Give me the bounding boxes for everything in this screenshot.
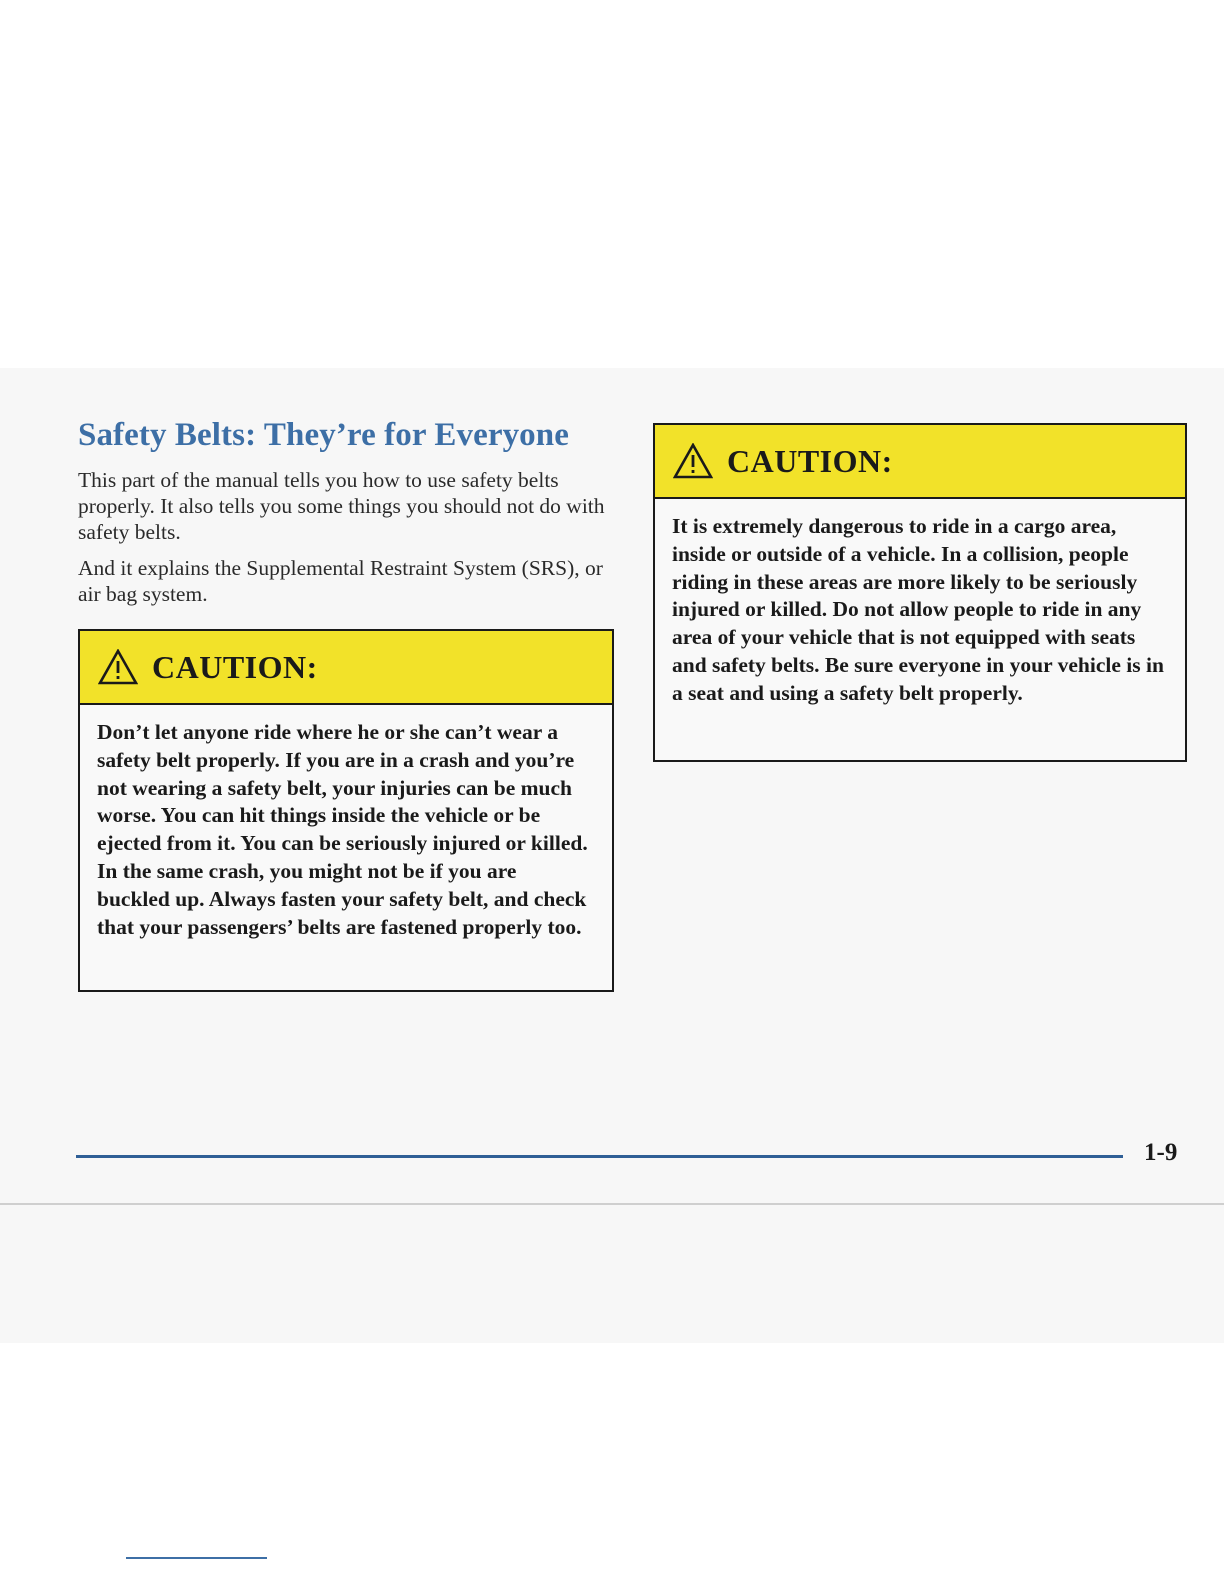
page-number: 1-9 bbox=[1144, 1139, 1178, 1166]
page-bottom-edge bbox=[0, 1203, 1224, 1205]
section-title: Safety Belts: They’re for Everyone bbox=[78, 417, 569, 453]
caution-text: Don’t let anyone ride where he or she can’t wear a safety belt properly. If you are in a crash and you’re not wearing a safety belt, your injuries can be much worse. You can hit things inside the vehicle or be ejected from it. You can be seriously injured or killed. In the same crash, you might not be if you are buckled up. Always fasten your safety belt, and check that your passengers’ belts are fastened properly too. bbox=[97, 720, 588, 939]
decorative-line bbox=[126, 1557, 267, 1559]
footer-rule bbox=[76, 1155, 1123, 1158]
warning-triangle-icon bbox=[673, 443, 713, 479]
caution-box-safety-belt bbox=[78, 629, 614, 992]
caution-box-cargo-area bbox=[653, 423, 1187, 762]
caution-label: CAUTION: bbox=[152, 648, 318, 685]
intro-paragraph: This part of the manual tells you how to use safety belts properly. It also tells you some things you should not do with safety belts. bbox=[78, 468, 605, 544]
caution-header bbox=[655, 425, 1185, 499]
caution-label: CAUTION: bbox=[727, 442, 893, 479]
srs-paragraph: And it explains the Supplemental Restraint System (SRS), or air bag system. bbox=[78, 556, 603, 606]
warning-triangle-icon bbox=[98, 649, 138, 685]
caution-header bbox=[80, 631, 612, 705]
caution-text: It is extremely dangerous to ride in a cargo area, inside or outside of a vehicle. In a collision, people riding in these areas are more likely to be seriously injured or killed. Do not allow people to ride in any area of your vehicle that is not equipped with seats and safety belts. Be sure everyone in your vehicle is in a seat and using a safety belt properly. bbox=[672, 514, 1164, 705]
